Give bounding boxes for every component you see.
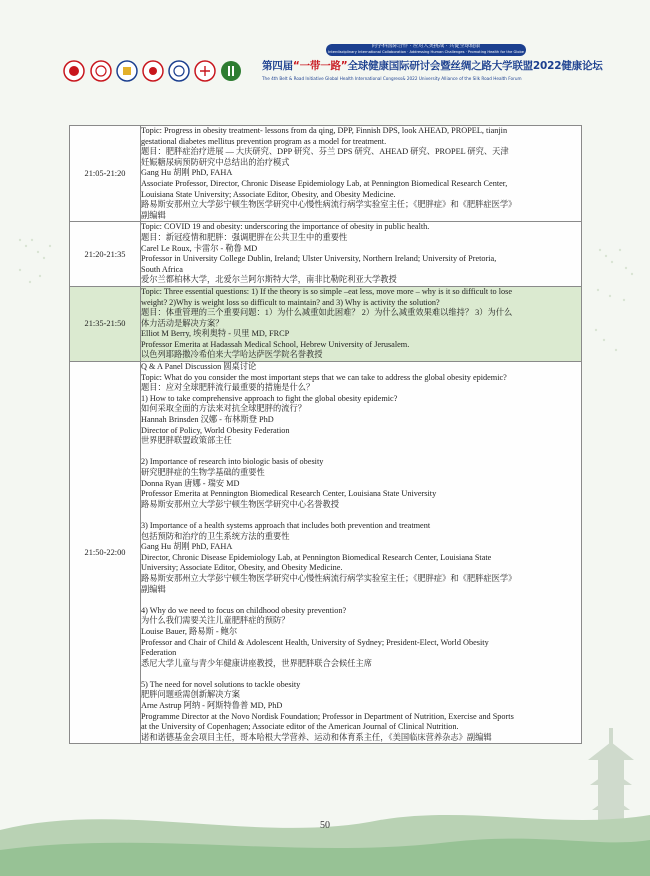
description-line: Professor and Chair of Child & Adolescent Health, University of Sydney; President-Elect, World Obesity: [141, 637, 489, 647]
description-line: 3) Importance of a health systems approach that includes both prevention and treatment: [141, 520, 431, 530]
session-time: 21:05-21:20: [70, 126, 141, 222]
university-logo-5-icon: [194, 60, 216, 82]
description-line: Carel Le Roux, 卡雷尔 - 勒鲁 MD: [141, 243, 258, 253]
session-time: 21:50-22:00: [70, 362, 141, 744]
slogan-banner: [326, 44, 526, 56]
conference-header: [0, 0, 650, 100]
schedule-row: [70, 362, 582, 744]
session-description: [141, 126, 582, 222]
description-line: Professor Emerita at Hadassah Medical School, Hebrew University of Jerusalem.: [141, 339, 410, 349]
description-line: Director of Policy, World Obesity Federation: [141, 425, 290, 435]
session-description: [141, 362, 582, 744]
description-line: Federation: [141, 648, 177, 658]
congress-logo: [60, 60, 88, 82]
session-description: [141, 222, 582, 287]
description-line: Topic: What do you consider the most important steps that we can take to address the global obesity epidemic?: [141, 372, 507, 382]
description-line: Associate Professor, Director, Chronic Disease Epidemiology Lab, at Pennington Biomedical Research Center,: [141, 178, 508, 188]
description-line: 爱尔兰都柏林大学，北爱尔兰阿尔斯特大学，南非比勒陀利亚大学教授: [141, 275, 397, 285]
description-line: at the University of Copenhagen; Associate editor of the American Journal of Clinical Nutrition.: [141, 722, 459, 732]
university-logo-6-icon: [220, 60, 242, 82]
description-line: weight? 2)Why is weight loss so difficult to maintain? and 3) Why is activity the solution?: [141, 297, 440, 307]
schedule-table: [69, 125, 582, 744]
description-line: 体力活动是解决方案？: [141, 318, 224, 328]
schedule-row: [70, 126, 582, 222]
description-line: Hannah Brinsden 汉娜 - 布林斯登 PhD: [141, 415, 274, 425]
description-line: 以色列耶路撒冷希伯来大学哈达萨医学院名誉教授: [141, 350, 323, 360]
title-prefix: 第四届: [262, 60, 293, 72]
title-highlight: “一带一路”: [292, 60, 348, 72]
description-line: Louisiana State University; Associate Editor, Obesity, and Obesity Medicine.: [141, 189, 396, 199]
description-line: 5) The need for novel solutions to tackle obesity: [141, 679, 301, 689]
university-logo-3-icon: [142, 60, 164, 82]
description-line: Elliot M Berry, 埃利奥特 - 贝里 MD, FRCP: [141, 329, 290, 339]
blank-line: [141, 447, 581, 458]
schedule-row: [70, 286, 582, 361]
conference-title: [262, 58, 646, 73]
description-line: 2) Importance of research into biologic basis of obesity: [141, 457, 324, 467]
description-line: 世界肥胖联盟政策部主任: [141, 436, 232, 446]
blank-line: [141, 595, 581, 606]
page-number: 50: [320, 820, 330, 831]
university-logo-4-icon: [168, 60, 190, 82]
description-line: Programme Director at the Novo Nordisk Foundation; Professor in Department of Nutrition, Exercise and Sports: [141, 711, 514, 721]
schedule-body: [70, 126, 582, 744]
description-line: Donna Ryan 唐娜 - 瑞安 MD: [141, 478, 240, 488]
description-line: Professor in University College Dublin, Ireland; Ulster University, Northern Ireland; University of Pretoria,: [141, 254, 497, 264]
title-suffix: 全球健康国际研讨会暨丝绸之路大学联盟2022健康论坛: [347, 60, 603, 72]
description-line: Gang Hu 胡刚 PhD, FAHA: [141, 168, 233, 178]
description-line: 诺和诺德基金会项目主任，哥本哈根大学营养、运动和体育系主任，《美国临床营养杂志》副编辑: [141, 732, 492, 742]
description-line: Professor Emerita at Pennington Biomedical Research Center, Louisiana State University: [141, 489, 437, 499]
blank-line: [141, 669, 581, 680]
university-logo-1-icon: [90, 60, 112, 82]
description-line: 题目：应对全球肥胖流行最重要的措施是什么？: [141, 383, 315, 393]
session-time: 21:35-21:50: [70, 286, 141, 361]
description-line: 副编辑: [141, 584, 166, 594]
description-line: 悉尼大学儿童与青少年健康讲座教授，世界肥胖联合会候任主席: [141, 658, 372, 668]
banner-line-2: Interdisciplinary International Collaboration · Addressing Human Challenges · Promoting Health for the Globe: [328, 50, 524, 54]
description-line: 路易斯安那州立大学彭宁顿生物医学研究中心名誉教授: [141, 499, 339, 509]
university-logo-2-icon: [116, 60, 138, 82]
description-line: 副编辑: [141, 210, 166, 220]
description-line: 如何采取全面的方法来对抗全球肥胖的流行？: [141, 404, 306, 414]
description-line: Topic: Three essential questions: 1) If the theory is so simple –eat less, move more – why is it so difficult to lose: [141, 286, 512, 296]
conference-subtitle: The 4th Belt & Road Initiative Global Health International Congress& 2022 University Alliance of the Silk Road Health Forum: [262, 76, 522, 81]
description-line: South Africa: [141, 264, 183, 274]
session-time: 21:20-21:35: [70, 222, 141, 287]
banner-line-1: 同学科国际合作 · 应对人类挑战 · 共促全球健康: [371, 44, 481, 49]
description-line: 包括预防和治疗的卫生系统方法的重要性: [141, 531, 290, 541]
schedule-row: [70, 222, 582, 287]
description-line: 妊娠糖尿病预防研究中总结出的治疗模式: [141, 157, 290, 167]
description-line: 路易斯安那州立大学彭宁顿生物医学研究中心慢性病流行病学实验室主任；《肥胖症》和《肥胖症医学》: [141, 200, 517, 210]
description-line: Gang Hu 胡刚 PhD, FAHA: [141, 542, 233, 552]
partner-logos: [62, 60, 252, 86]
description-line: Arne Astrup 阿纳 - 阿斯特鲁普 MD, PhD: [141, 701, 283, 711]
description-line: 4) Why do we need to focus on childhood obesity prevention?: [141, 605, 347, 615]
description-line: 为什么我们需要关注儿童肥胖症的预防？: [141, 616, 290, 626]
description-line: University; Associate Editor, Obesity, and Obesity Medicine.: [141, 563, 343, 573]
description-line: 题目：新冠疫情和肥胖：强调肥胖在公共卫生中的重要性: [141, 232, 348, 242]
description-line: Topic: COVID 19 and obesity: underscoring the importance of obesity in public health.: [141, 222, 430, 232]
description-line: 题目：体重管理的三个重要问题：1）为什么减重如此困难？ 2）为什么减重效果难以维持？ 3）为什么: [141, 308, 513, 318]
description-line: Louise Bauer, 路易斯 - 鲍尔: [141, 626, 238, 636]
description-line: 1) How to take comprehensive approach to fight the global obesity epidemic?: [141, 393, 398, 403]
blank-line: [141, 510, 581, 521]
description-line: 肥胖问题亟需创新解决方案: [141, 690, 240, 700]
description-line: Q & A Panel Discussion 圆桌讨论: [141, 362, 257, 372]
session-description: [141, 286, 582, 361]
description-line: Director, Chronic Disease Epidemiology Lab, at Pennington Biomedical Research Center, Louisiana State: [141, 552, 492, 562]
description-line: 路易斯安那州立大学彭宁顿生物医学研究中心慢性病流行病学实验室主任；《肥胖症》和《肥胖症医学》: [141, 573, 517, 583]
description-line: gestational diabetes mellitus prevention program as a model for treatment.: [141, 136, 387, 146]
description-line: 研究肥胖症的生物学基础的重要性: [141, 468, 265, 477]
description-line: 题目：肥胖症治疗进展 — 大庆研究、DPP 研究、芬兰 DPS 研究、AHEAD 研究、PROPEL 研究、天津: [141, 147, 509, 157]
description-line: Topic: Progress in obesity treatment- lessons from da qing, DPP, Finnish DPS, look AHEAD, PROPEL, tianjin: [141, 126, 508, 135]
